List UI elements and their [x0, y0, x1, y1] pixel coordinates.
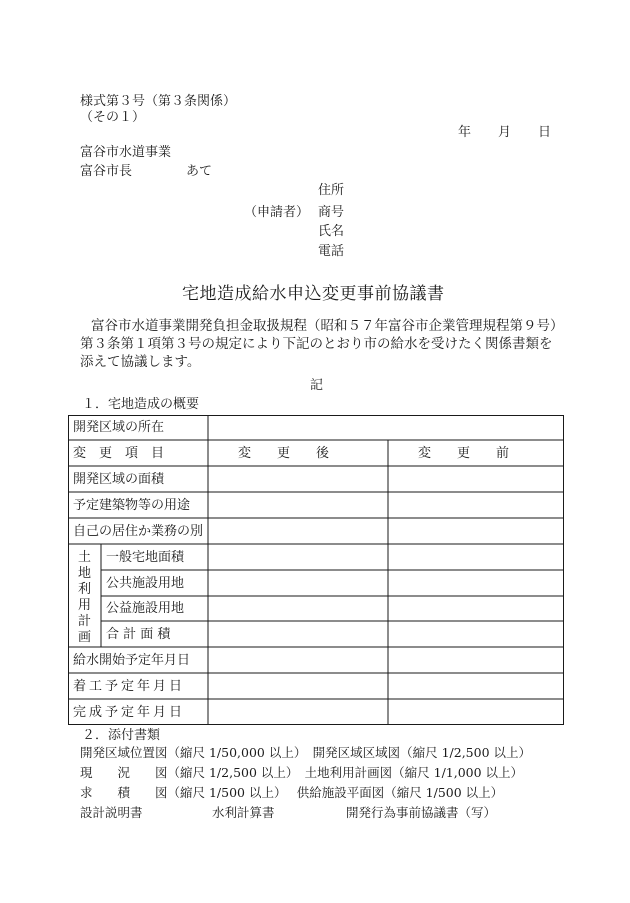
addressee-mayor: 富谷市長: [80, 164, 133, 179]
applicant-phone-label: 電話: [318, 244, 345, 259]
body-line-1: 富谷市水道事業開発負担金取扱規程（昭和５７年富谷市企業管理規程第９号）: [91, 318, 564, 334]
date-month-label: 月: [498, 125, 512, 140]
row-label-supply-start: 給水開始予定年月日: [73, 653, 191, 668]
landuse-public-label: 公共施設用地: [106, 576, 185, 591]
header-before: 変 更 前: [418, 446, 510, 461]
attachment-design-doc: 設計説明書: [80, 805, 143, 820]
section2-heading: ２．添付書類: [82, 728, 161, 743]
date-year-label: 年: [458, 125, 472, 140]
ki-label: 記: [310, 378, 324, 393]
landuse-total-label: 合 計 面 積: [106, 627, 171, 642]
attachment-line-3: 求 積 図（縮尺 1/500 以上） 供給施設平面図（縮尺 1/500 以上）: [80, 785, 504, 800]
landuse-benefit-label: 公益施設用地: [106, 601, 185, 616]
header-item: 変 更 項 目: [73, 446, 165, 461]
landuse-residential-label: 一般宅地面積: [106, 550, 185, 565]
attachment-hydraulic-calc: 水利計算書: [212, 805, 275, 820]
attachment-line-2: 現 況 図（縮尺 1/2,500 以上） 土地利用計画図（縮尺 1/1,000 以上）: [80, 765, 524, 780]
document-title: 宅地造成給水申込変更事前協議書: [182, 284, 445, 304]
applicant-name-label: 氏名: [318, 224, 345, 239]
row-label-residence: 自己の居住か業務の別: [73, 524, 204, 539]
row-label-area: 開発区域の面積: [73, 472, 165, 487]
date-day-label: 日: [538, 125, 552, 140]
applicant-address-label: 住所: [318, 183, 345, 198]
landuse-group-label: 土地利用計画: [78, 550, 92, 645]
addressee-to: あて: [186, 164, 213, 179]
header-after: 変 更 後: [238, 446, 330, 461]
body-line-2: 第３条第１項第３号の規定により下記のとおり市の給水を受けたく関係書類を: [80, 336, 553, 352]
attachment-line-1: 開発区域位置図（縮尺 1/50,000 以上） 開発区域区域図（縮尺 1/2,500 以上）: [80, 745, 531, 760]
row-label-construction-start: 着工予定年月日: [73, 679, 186, 694]
row-label-location: 開発区域の所在: [73, 420, 165, 435]
attachment-consultation-copy: 開発行為事前協議書（写）: [346, 805, 497, 820]
section1-heading: １．宅地造成の概要: [82, 397, 200, 412]
form-number: 様式第３号（第３条関係）: [80, 94, 237, 109]
row-label-use: 予定建築物等の用途: [73, 498, 191, 513]
applicant-label: （申請者）: [244, 205, 310, 220]
overview-table: [68, 415, 564, 725]
form-sub-number: （その１）: [80, 110, 146, 125]
row-label-completion: 完成予定年月日: [73, 705, 186, 720]
addressee-org: 富谷市水道事業: [80, 145, 172, 160]
applicant-company-label: 商号: [318, 205, 345, 220]
body-line-3: 添えて協議します。: [80, 354, 201, 370]
